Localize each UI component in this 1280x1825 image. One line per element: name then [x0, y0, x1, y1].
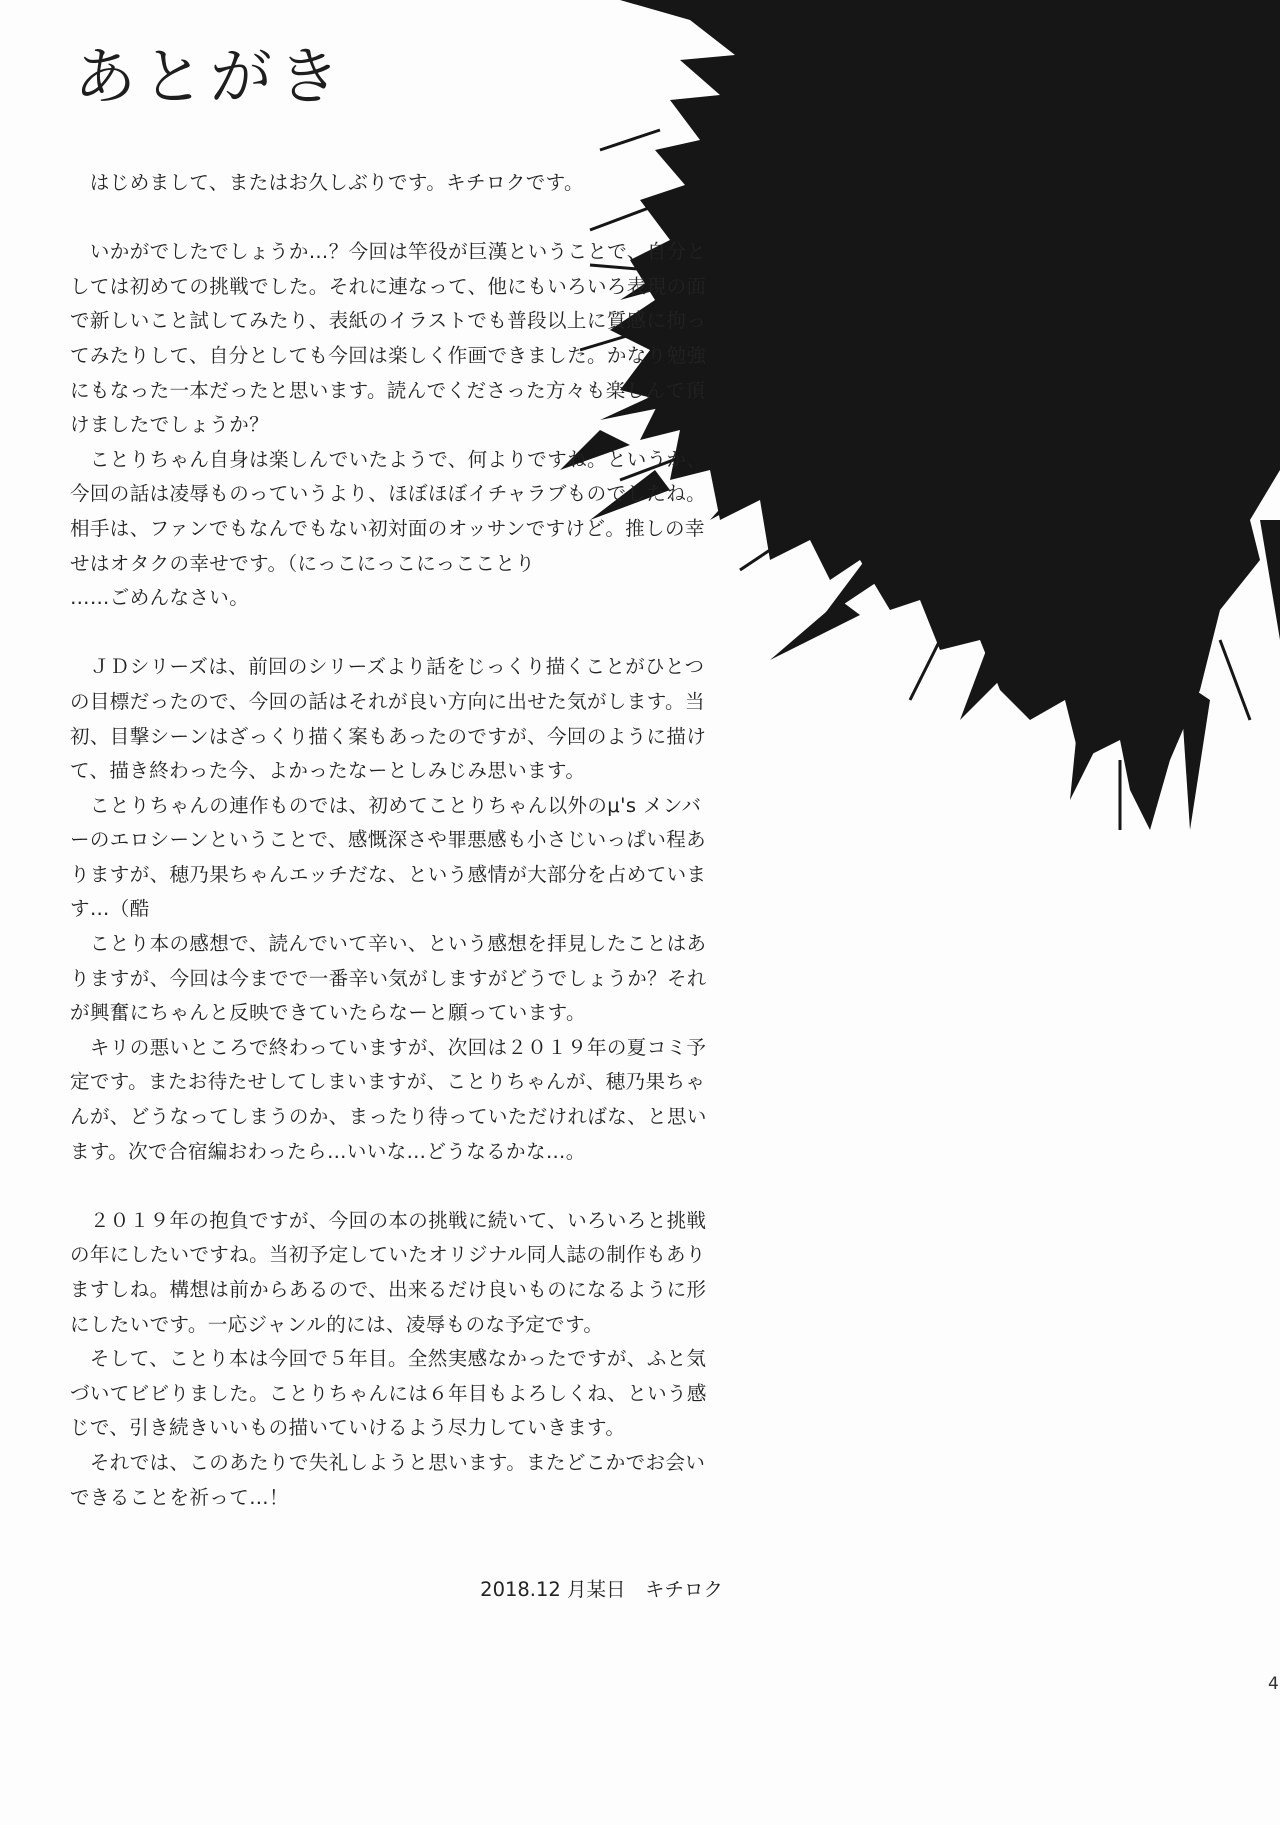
blank-line: [70, 201, 730, 236]
afterword-body: [70, 166, 730, 1515]
paragraph-line: ますしね。構想は前からあるので、出来るだけ良いものになるように形: [70, 1278, 707, 1301]
paragraph-line: じで、引き続きいいもの描いていけるよう尽力していきます。: [70, 1416, 626, 1440]
paragraph-line: んが、どうなってしまうのか、まったり待っていただければな、と思い: [70, 1105, 707, 1129]
paragraph-line: が興奮にちゃんと反映できていたらなーと願っています。: [70, 1001, 586, 1025]
paragraph-line: にしたいです。一応ジャンル的には、凌辱ものな予定です。: [70, 1312, 604, 1336]
paragraph-line: ます。次で合宿編おわったら…いいな…どうなるかな…。: [70, 1139, 586, 1163]
paragraph-line: それでは、このあたりで失礼しようと思います。またどこかでお会い: [70, 1450, 706, 1474]
paragraph-line: はじめまして、またはお久しぶりです。キチロクです。: [70, 171, 584, 194]
paragraph-line: 相手は、ファンでもなんでもない初対面のオッサンですけど。推しの幸: [70, 516, 705, 540]
paragraph-line: りますが、今回は今までで一番辛い気がしますがどうでしょうか？それ: [70, 966, 707, 990]
page-title: あとがき: [74, 40, 347, 113]
paragraph-line: の目標だったので、今回の話はそれが良い方向に出せた気がします。当: [70, 689, 705, 713]
blank-line: [70, 616, 730, 651]
paragraph-line: ２０１９年の抱負ですが、今回の本の挑戦に続いて、いろいろと挑戦: [70, 1208, 707, 1232]
paragraph-line: りますが、穂乃果ちゃんエッチだな、という感情が大部分を占めていま: [70, 862, 707, 886]
paragraph-line: づいてビビりました。ことりちゃんには６年目もよろしくね、という感: [70, 1381, 707, 1405]
paragraph-line: の年にしたいですね。当初予定していたオリジナル同人誌の制作もあり: [70, 1243, 706, 1267]
paragraph-line: で新しいこと試してみたり、表紙のイラストでも普段以上に質感に拘っ: [70, 309, 707, 333]
paragraph-line: て、描き終わった今、よかったなーとしみじみ思います。: [70, 759, 586, 783]
paragraph-line: せはオタクの幸せです。（にっこにっこにっこことり: [70, 551, 536, 575]
paragraph-line: いかがでしたでしょうか…？今回は竿役が巨漢ということで、自分と: [70, 240, 707, 264]
paragraph-line: ＪＤシリーズは、前回のシリーズより話をじっくり描くことがひとつ: [70, 655, 705, 679]
paragraph-line: ……ごめんなさい。: [70, 586, 250, 610]
paragraph-line: 今回の話は凌辱ものっていうより、ほぼほぼイチャラブものでしたね。: [70, 482, 707, 506]
paragraph-line: そして、ことり本は今回で５年目。全然実感なかったですが、ふと気: [70, 1347, 707, 1371]
paragraph-line: てみたりして、自分としても今回は楽しく作画できました。かなり勉強: [70, 343, 707, 367]
blank-line: [70, 1169, 730, 1204]
paragraph-line: できることを祈って…！: [70, 1485, 289, 1509]
paragraph-line: キリの悪いところで終わっていますが、次回は２０１９年の夏コミ予: [70, 1035, 707, 1059]
signature: 2018.12 月某日 キチロク: [480, 1578, 723, 1601]
paragraph-line: ことりちゃんの連作ものでは、初めてことりちゃん以外のμ's メンバ: [70, 793, 702, 817]
paragraph-line: 定です。またお待たせしてしまいますが、ことりちゃんが、穂乃果ちゃ: [70, 1070, 706, 1094]
paragraph-line: しては初めての挑戦でした。それに連なって、他にもいろいろ表現の面: [70, 274, 707, 298]
paragraph-line: 初、目撃シーンはざっくり描く案もあったのですが、今回のように描け: [70, 724, 707, 748]
paragraph-line: けましたでしょうか？: [70, 413, 270, 437]
page-number: 4: [1268, 1674, 1279, 1694]
paragraph-line: ーのエロシーンということで、感慨深さや罪悪感も小さじいっぱい程あ: [70, 828, 707, 852]
paragraph-line: にもなった一本だったと思います。読んでくださった方々も楽しんで頂: [70, 378, 706, 402]
paragraph-line: ことりちゃん自身は楽しんでいたようで、何よりですね。というか、: [70, 447, 707, 471]
paragraph-line: ことり本の感想で、読んでいて辛い、という感想を拝見したことはあ: [70, 932, 707, 956]
paragraph-line: す…（酷: [70, 897, 150, 921]
